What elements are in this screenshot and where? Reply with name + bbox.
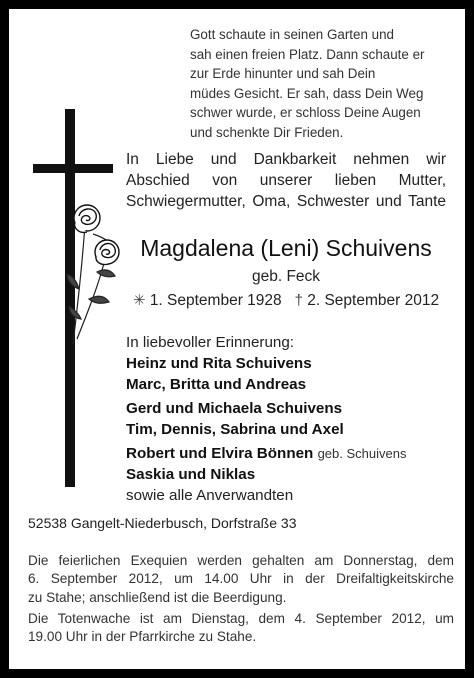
poem-line: Gott schaute in seinen Garten und [190, 27, 394, 42]
maiden-name: geb. Feck [251, 268, 321, 285]
wake-notice [28, 610, 454, 647]
notice-line: Die Totenwache ist am Dienstag, dem 4. September 2012, um [28, 611, 454, 626]
birth-date: 1. September 1928 [149, 292, 282, 309]
cross-bar [33, 164, 113, 173]
deceased-name: Magdalena (Leni) Schuivens [140, 235, 432, 261]
mourner-line: Gerd und Michaela Schuivens [126, 400, 343, 417]
notice-line: 19.00 Uhr in der Pfarrkirche zu Stahe. [28, 629, 257, 645]
poem-line: und schenkte Dir Frieden. [190, 124, 344, 140]
mourner-line [126, 443, 456, 464]
intro-line: Schwiegermutter, Oma, Schwester und Tante [126, 193, 446, 210]
mourner-note: geb. Schuivens [317, 446, 407, 461]
mourners-closing: sowie alle Anverwandten [126, 487, 294, 504]
mourner-line: Heinz und Rita Schuivens [126, 355, 312, 372]
mourners-list [126, 332, 456, 506]
mourners-heading: In liebevoller Erinnerung: [126, 334, 295, 351]
intro-text [126, 149, 446, 212]
poem-line: schwer wurde, er schloss Deine Augen [190, 105, 421, 121]
poem-line: zur Erde hinunter und sah Dein [190, 66, 376, 82]
mourner-line: Tim, Dennis, Sabrina und Axel [126, 421, 344, 438]
death-cross-icon: † [294, 292, 303, 309]
address: 52538 Gangelt-Niederbusch, Dorfstraße 33 [28, 515, 297, 531]
mourner-name: Robert und Elvira Bönnen [126, 445, 314, 462]
mourner-line: Saskia und Niklas [126, 466, 256, 483]
notice-line: Die feierlichen Exequien werden gehalten am Donnerstag, dem [28, 553, 454, 568]
funeral-notice [28, 552, 454, 607]
intro-line: In Liebe und Dankbarkeit nehmen wir [126, 151, 446, 168]
notice-line: zu Stahe; anschließend ist die Beerdigung. [28, 589, 287, 605]
birth-star-icon: ✳ [132, 292, 146, 309]
intro-line: Abschied von unserer lieben Mutter, [126, 172, 446, 189]
life-dates [126, 291, 446, 311]
obituary-content [9, 9, 465, 669]
mourner-line: Marc, Britta und Andreas [126, 376, 307, 393]
notice-line: 6. September 2012, um 14.00 Uhr in der Dreifaltigkeitskirche [28, 571, 454, 587]
poem-line: müdes Gesicht. Er sah, dass Dein Weg [190, 85, 424, 101]
poem-line: sah einen freien Platz. Dann schaute er [190, 46, 425, 62]
poem [190, 25, 460, 143]
death-date: 2. September 2012 [307, 292, 440, 309]
rose-icon [65, 194, 127, 354]
